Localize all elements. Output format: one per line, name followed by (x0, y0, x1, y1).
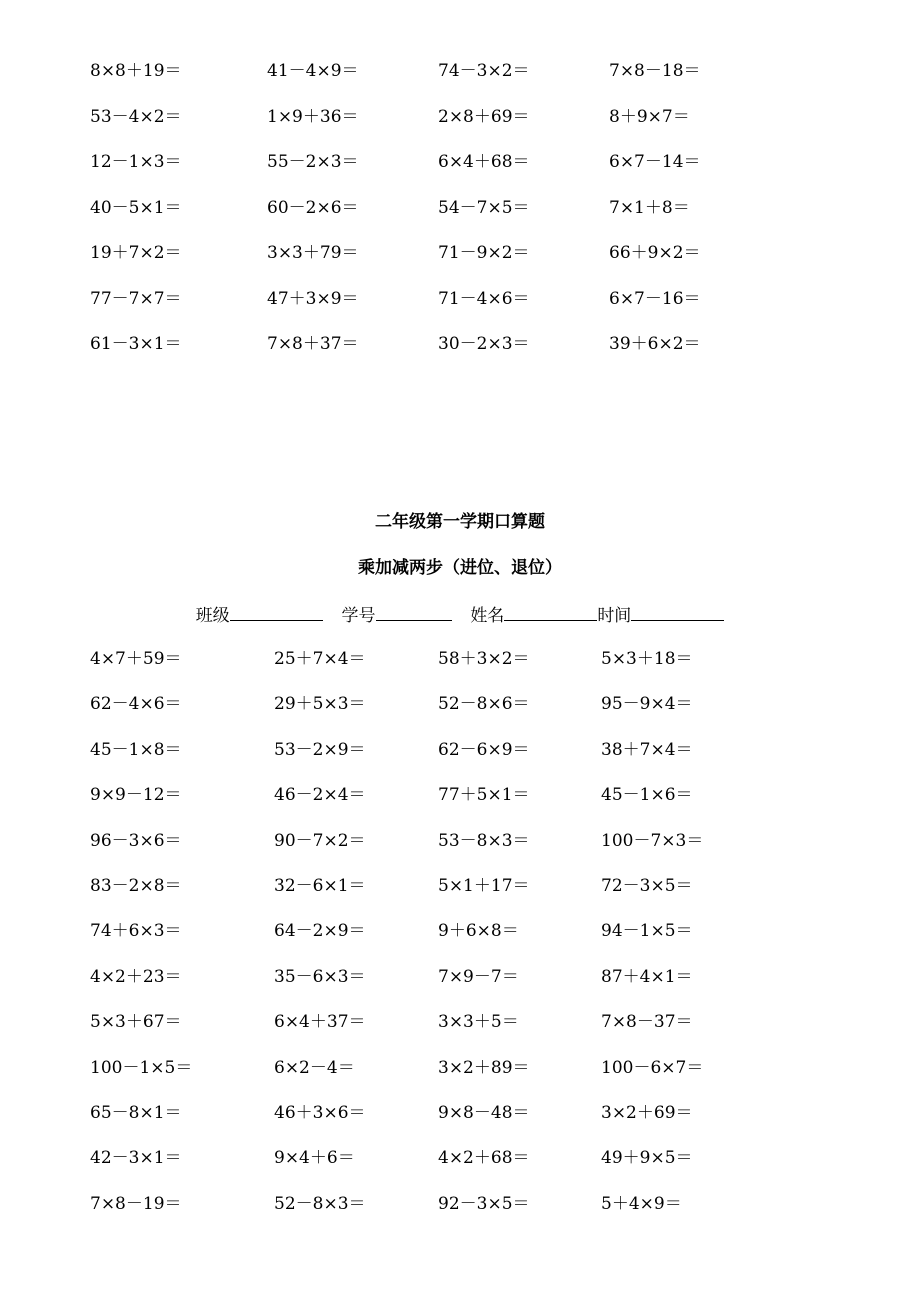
arithmetic-problem: 7×8－18＝ (609, 61, 701, 81)
arithmetic-problem: 5×1＋17＝ (438, 876, 530, 896)
arithmetic-problem: 7×8－37＝ (601, 1012, 693, 1033)
arithmetic-problem: 6×7－16＝ (609, 288, 701, 309)
arithmetic-problem: 32－6×1＝ (274, 876, 366, 896)
arithmetic-problem: 6×2－4＝ (274, 1057, 355, 1078)
arithmetic-problem: 77＋5×1＝ (438, 785, 530, 806)
arithmetic-problem: 62－4×6＝ (90, 694, 182, 715)
arithmetic-problem: 46－2×4＝ (274, 785, 366, 806)
arithmetic-problem: 41－4×9＝ (267, 61, 359, 81)
arithmetic-problem: 40－5×1＝ (90, 197, 182, 218)
arithmetic-problem: 83－2×8＝ (90, 876, 182, 896)
arithmetic-problem: 4×2＋23＝ (90, 966, 182, 987)
name-field[interactable] (504, 600, 597, 621)
arithmetic-problem: 1×9＋36＝ (267, 106, 359, 127)
arithmetic-problem: 42－3×1＝ (90, 1148, 182, 1169)
problem-row (0, 689, 920, 719)
arithmetic-problem: 94－1×5＝ (601, 921, 693, 942)
student-number-label: 学号 (341, 606, 376, 626)
problem-row (0, 1189, 920, 1219)
problem-row (0, 1007, 920, 1037)
arithmetic-problem: 72－3×5＝ (601, 876, 693, 896)
arithmetic-problem: 58＋3×2＝ (438, 649, 530, 669)
arithmetic-problem: 64－2×9＝ (274, 921, 366, 942)
arithmetic-problem: 49＋9×5＝ (601, 1148, 693, 1169)
arithmetic-problem: 6×4＋37＝ (274, 1012, 366, 1033)
problem-row (0, 56, 920, 86)
arithmetic-problem: 5×3＋67＝ (90, 1012, 182, 1033)
problem-row (0, 826, 920, 856)
arithmetic-problem: 7×8－19＝ (90, 1193, 182, 1214)
class-label: 班级 (195, 606, 230, 626)
arithmetic-problem: 92－3×5＝ (438, 1193, 530, 1214)
time-field[interactable] (631, 600, 724, 621)
arithmetic-problem: 38＋7×4＝ (601, 739, 693, 760)
arithmetic-problem: 54－7×5＝ (438, 197, 530, 218)
arithmetic-problem: 6×4＋68＝ (438, 152, 530, 172)
problem-row (0, 102, 920, 132)
arithmetic-problem: 62－6×9＝ (438, 739, 530, 760)
arithmetic-problem: 3×3＋79＝ (267, 243, 359, 263)
arithmetic-problem: 100－1×5＝ (90, 1057, 193, 1078)
arithmetic-problem: 46＋3×6＝ (274, 1103, 366, 1123)
problem-row (0, 1053, 920, 1083)
arithmetic-problem: 3×2＋89＝ (438, 1057, 530, 1078)
arithmetic-problem: 6×7－14＝ (609, 152, 701, 172)
arithmetic-problem: 5×3＋18＝ (601, 649, 693, 669)
arithmetic-problem: 71－4×6＝ (438, 288, 530, 309)
arithmetic-problem: 47＋3×9＝ (267, 288, 359, 309)
problem-row (0, 780, 920, 810)
arithmetic-problem: 7×8＋37＝ (267, 334, 359, 354)
problem-row (0, 329, 920, 359)
arithmetic-problem: 9×8－48＝ (438, 1103, 530, 1123)
arithmetic-problem: 30－2×3＝ (438, 334, 530, 354)
problem-row (0, 871, 920, 901)
arithmetic-problem: 25＋7×4＝ (274, 649, 366, 669)
student-info-line (0, 600, 920, 631)
arithmetic-problem: 9×4＋6＝ (274, 1148, 355, 1169)
arithmetic-problem: 66＋9×2＝ (609, 243, 701, 263)
arithmetic-problem: 53－2×9＝ (274, 739, 366, 760)
problem-row (0, 735, 920, 765)
arithmetic-problem: 55－2×3＝ (267, 152, 359, 172)
arithmetic-problem: 35－6×3＝ (274, 966, 366, 987)
arithmetic-problem: 19＋7×2＝ (90, 243, 182, 263)
problem-row (0, 238, 920, 268)
arithmetic-problem: 96－3×6＝ (90, 830, 182, 851)
arithmetic-problem: 9×9－12＝ (90, 785, 182, 806)
arithmetic-problem: 100－7×3＝ (601, 830, 704, 851)
class-field[interactable] (230, 600, 323, 621)
arithmetic-problem: 4×2＋68＝ (438, 1148, 530, 1169)
arithmetic-problem: 77－7×7＝ (90, 288, 182, 309)
problem-row (0, 147, 920, 177)
problem-row (0, 962, 920, 992)
arithmetic-problem: 45－1×6＝ (601, 785, 693, 806)
arithmetic-problem: 12－1×3＝ (90, 152, 182, 172)
arithmetic-problem: 7×9－7＝ (438, 966, 519, 987)
arithmetic-problem: 9＋6×8＝ (438, 921, 519, 942)
problem-row (0, 1098, 920, 1128)
arithmetic-problem: 4×7＋59＝ (90, 649, 182, 669)
arithmetic-problem: 3×2＋69＝ (601, 1103, 693, 1123)
arithmetic-problem: 100－6×7＝ (601, 1057, 704, 1078)
arithmetic-problem: 74＋6×3＝ (90, 921, 182, 942)
problem-row (0, 644, 920, 674)
problem-row (0, 284, 920, 314)
arithmetic-problem: 52－8×6＝ (438, 694, 530, 715)
problem-row (0, 1143, 920, 1173)
arithmetic-problem: 61－3×1＝ (90, 334, 182, 354)
arithmetic-problem: 8×8＋19＝ (90, 61, 182, 81)
arithmetic-problem: 52－8×3＝ (274, 1193, 366, 1214)
arithmetic-problem: 90－7×2＝ (274, 830, 366, 851)
arithmetic-problem: 45－1×8＝ (90, 739, 182, 760)
arithmetic-problem: 29＋5×3＝ (274, 694, 366, 715)
arithmetic-problem: 5＋4×9＝ (601, 1193, 682, 1214)
arithmetic-problem: 95－9×4＝ (601, 694, 693, 715)
arithmetic-problem: 2×8＋69＝ (438, 106, 530, 127)
problem-row (0, 916, 920, 946)
arithmetic-problem: 53－8×3＝ (438, 830, 530, 851)
arithmetic-problem: 65－8×1＝ (90, 1103, 182, 1123)
arithmetic-problem: 87＋4×1＝ (601, 966, 693, 987)
time-label: 时间 (597, 606, 632, 626)
arithmetic-problem: 74－3×2＝ (438, 61, 530, 81)
arithmetic-problem: 60－2×6＝ (267, 197, 359, 218)
problem-row (0, 193, 920, 223)
name-label: 姓名 (470, 606, 505, 626)
student-number-field[interactable] (376, 600, 452, 621)
arithmetic-problem: 71－9×2＝ (438, 243, 530, 263)
arithmetic-problem: 53－4×2＝ (90, 106, 182, 127)
arithmetic-problem: 7×1＋8＝ (609, 197, 690, 218)
arithmetic-problem: 3×3＋5＝ (438, 1012, 519, 1033)
arithmetic-problem: 39＋6×2＝ (609, 334, 701, 354)
worksheet-title: 二年级第一学期口算题 (375, 512, 545, 532)
worksheet-subtitle: 乘加减两步（进位、退位） (358, 558, 562, 578)
arithmetic-problem: 8＋9×7＝ (609, 106, 690, 127)
